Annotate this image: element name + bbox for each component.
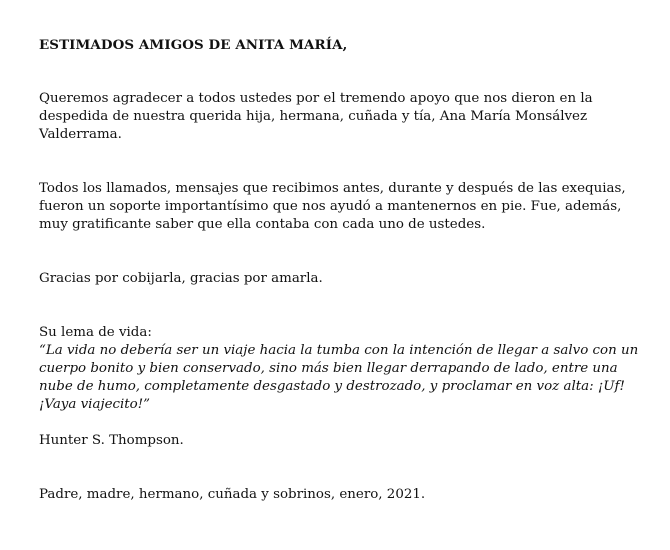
letter-document <box>39 36 639 504</box>
support-paragraph: Todos los llamados, mensajes que recibimos antes, durante y después de las exequias, fueron un soporte importantísimo que nos ayudó a mantenernos en pie. Fue, además, muy gratificante saber que ella contaba con cada uno de ustedes. <box>39 181 626 232</box>
motto-label: Su lema de vida: <box>39 325 152 340</box>
thanks-paragraph: Queremos agradecer a todos ustedes por el tremendo apoyo que nos dieron en la despedida de nuestra querida hija, hermana, cuñada y tía, Ana María Monsálvez Valderrama. <box>39 91 593 142</box>
letter-signoff: Padre, madre, hermano, cuñada y sobrinos, enero, 2021. <box>39 487 426 502</box>
motto-section <box>39 324 639 450</box>
motto-quote: “La vida no debería ser un viaje hacia la tumba con la intención de llegar a salvo con un cuerpo bonito y bien conservado, sino más bien llegar derrapando de lado, entre una nube de humo, completamente desgastado y destrozado, y proclamar en voz alta: ¡Uf! ¡Vaya viajecito!” <box>39 343 639 412</box>
gratitude-line: Gracias por cobijarla, gracias por amarla. <box>39 271 323 286</box>
letter-title: ESTIMADOS AMIGOS DE ANITA MARÍA, <box>39 37 348 53</box>
motto-author: Hunter S. Thompson. <box>39 433 184 448</box>
